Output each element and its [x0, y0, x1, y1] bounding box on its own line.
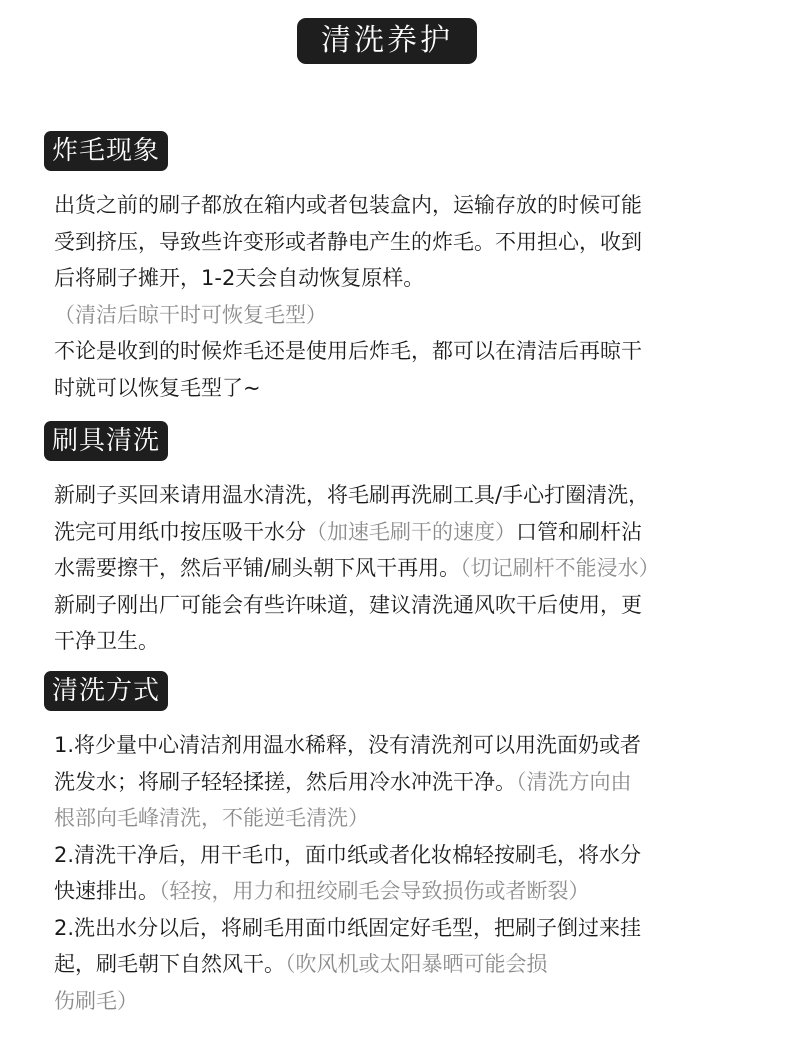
body-text: 2.洗出水分以后，将刷毛用面巾纸固定好毛型，把刷子倒过来挂 — [54, 915, 642, 940]
section-body-cleaning-method — [54, 727, 744, 1019]
body-text: 后将刷子摊开，1-2天会自动恢复原样。 — [54, 266, 425, 290]
body-text: 出货之前的刷子都放在箱内或者包装盒内，运输存放的时候可能 — [54, 193, 642, 217]
text-line — [54, 587, 744, 624]
body-text: 快速排出。 — [54, 879, 159, 903]
text-line — [54, 910, 744, 947]
text-line — [54, 187, 744, 224]
text-line — [54, 800, 744, 837]
note-text: （清洗方向由 — [516, 769, 632, 794]
body-text: 口管和刷杆沾 — [516, 519, 642, 544]
text-line — [54, 297, 744, 334]
body-text: 新刷子刚出厂可能会有些许味道，建议清洗通风吹干后使用，更 — [54, 592, 642, 617]
note-text: （吹风机或太阳暴晒可能会损 — [285, 952, 548, 976]
text-line — [54, 623, 744, 660]
section-body-brush-cleaning — [54, 477, 744, 660]
text-line — [54, 550, 744, 587]
text-line — [54, 837, 744, 874]
note-text: 根部向毛峰清洗，不能逆毛清洗） — [54, 806, 369, 830]
text-line — [54, 873, 744, 910]
text-line — [54, 514, 744, 551]
section-heading-cleaning-method: 清洗方式 — [44, 671, 168, 711]
text-line — [54, 370, 744, 407]
note-text: （切记刷杆不能浸水） — [460, 556, 660, 580]
body-text: 新刷子买回来请用温水清洗，将毛刷再洗刷工具/手心打圈清洗， — [54, 483, 650, 507]
text-line — [54, 946, 744, 983]
section-heading-fried-bristles: 炸毛现象 — [44, 131, 168, 171]
text-line — [54, 727, 744, 764]
body-text: 水需要擦干，然后平铺/刷头朝下风干再用。 — [54, 556, 461, 580]
body-text: 不论是收到的时候炸毛还是使用后炸毛，都可以在清洁后再晾干 — [54, 339, 642, 363]
text-line — [54, 764, 744, 801]
text-line — [54, 477, 744, 514]
body-text: 1.将少量中心清洁剂用温水稀释，没有清洗剂可以用洗面奶或者 — [54, 733, 642, 757]
text-line — [54, 983, 744, 1020]
body-text: 洗完可用纸巾按压吸干水分 — [54, 519, 306, 544]
note-text: （轻按，用力和扭绞刷毛会导致损伤或者断裂） — [159, 879, 590, 903]
text-line — [54, 224, 744, 261]
text-line — [54, 333, 744, 370]
body-text: 干净卫生。 — [54, 629, 159, 653]
body-text: 时就可以恢复毛型了~ — [54, 375, 261, 400]
body-text: 2.清洗干净后，用干毛巾，面巾纸或者化妆棉轻按刷毛，将水分 — [54, 842, 642, 867]
note-text: （加速毛刷干的速度） — [306, 519, 516, 544]
note-text: （清洁后晾干时可恢复毛型） — [54, 302, 327, 327]
text-line — [54, 260, 744, 297]
section-heading-brush-cleaning: 刷具清洗 — [44, 421, 168, 461]
body-text: 起，刷毛朝下自然风干。 — [54, 952, 285, 976]
note-text: 伤刷毛） — [54, 988, 138, 1013]
body-text: 洗发水；将刷子轻轻揉搓，然后用冷水冲洗干净。 — [54, 769, 516, 794]
body-text: 受到挤压，导致些许变形或者静电产生的炸毛。不用担心，收到 — [54, 229, 642, 254]
page-title: 清洗养护 — [297, 18, 477, 64]
section-body-fried-bristles — [54, 187, 744, 406]
